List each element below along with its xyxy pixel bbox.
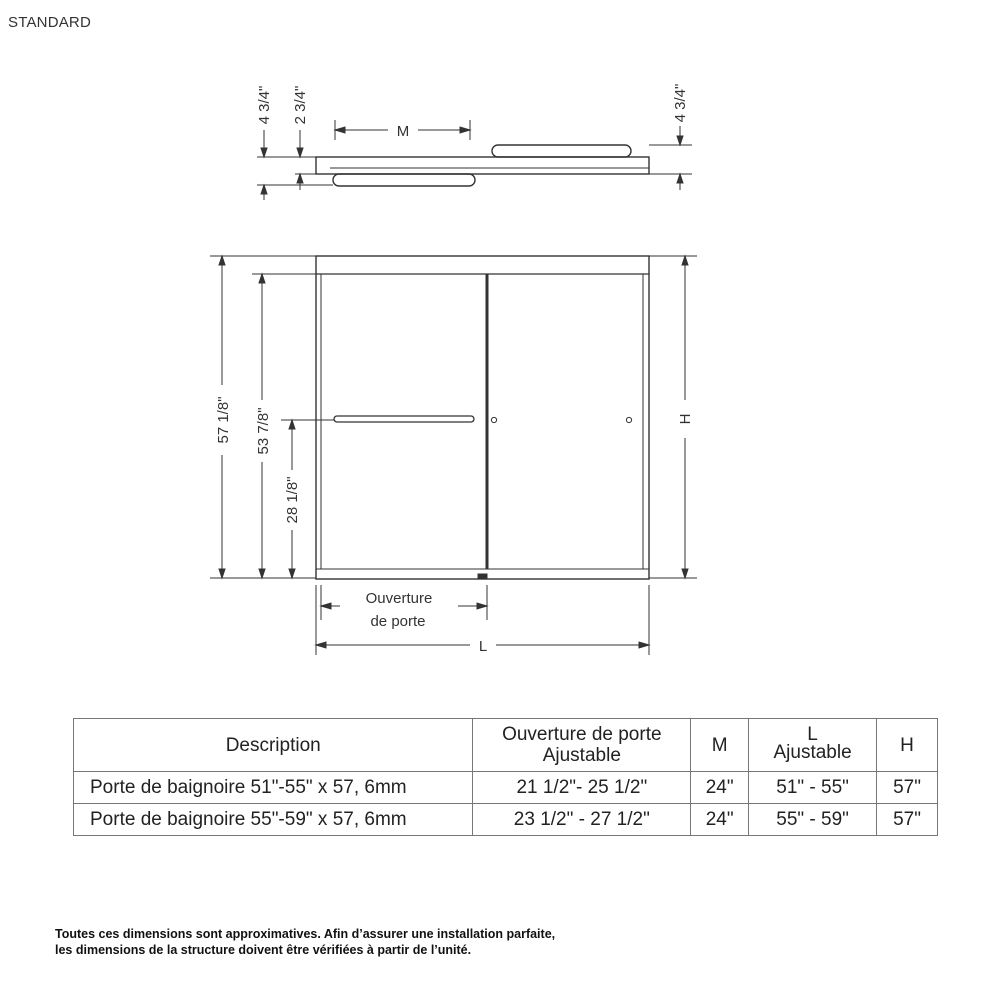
cell-m: 24" [691,804,749,836]
door-handle-bar [334,416,474,422]
cell-h: 57" [877,804,938,836]
dim-handle-height: 28 1/8" [284,476,301,524]
dim-l-label: L [478,638,488,655]
dim-plan-left-outer: 4 3/4" [256,85,273,125]
plan-track [316,157,649,174]
cell-description: Porte de baignoire 51"-55" x 57, 6mm [74,772,473,804]
dim-plan-right-outer: 4 3/4" [672,83,689,123]
table-row [74,804,938,836]
plan-view [257,120,692,200]
bottom-guide [478,574,487,579]
cell-opening: 21 1/2"- 25 1/2" [473,772,691,804]
plan-towel-bar-inner [333,174,475,186]
elevation-view [210,256,697,655]
table-header-row [74,719,938,772]
cell-h: 57" [877,772,938,804]
cell-m: 24" [691,772,749,804]
cell-l: 51" - 55" [749,772,877,804]
header-opening-line2: Ajustable [542,745,621,766]
dim-opening-line1: Ouverture [365,590,433,607]
footnote-line2: les dimensions de la structure doivent être vérifiées à partir de l’unité. [55,943,472,957]
header-l-line2: Ajustable [773,742,852,763]
spec-table [73,718,938,836]
cell-opening: 23 1/2" - 27 1/2" [473,804,691,836]
header-l-line1: L [807,724,818,745]
dim-opening-line2: de porte [370,613,426,630]
cell-description: Porte de baignoire 55"-59" x 57, 6mm [74,804,473,836]
dim-plan-left-inner: 2 3/4" [292,85,309,125]
plan-towel-bar-outer [492,145,631,157]
dim-h-label: H [677,413,694,425]
header-description: Description [74,719,473,772]
footnote [55,926,555,958]
cell-l: 55" - 59" [749,804,877,836]
header-label: STANDARD [8,14,91,31]
header-h: H [877,719,938,772]
door-frame [316,256,649,579]
header-opening [473,719,691,772]
dim-overall-height: 57 1/8" [215,396,232,444]
table-row [74,772,938,804]
header-opening-line1: Ouverture de porte [502,724,662,745]
header-m: M [691,719,749,772]
door-panel-outer [488,274,643,569]
dim-m-label: M [396,123,410,140]
dim-glass-height: 53 7/8" [255,407,272,455]
footnote-line1: Toutes ces dimensions sont approximatives. Afin d’assurer une installation parfaite, [55,927,556,941]
header-l [749,719,877,772]
roller-knob-left [491,417,496,422]
roller-knob-right [626,417,631,422]
